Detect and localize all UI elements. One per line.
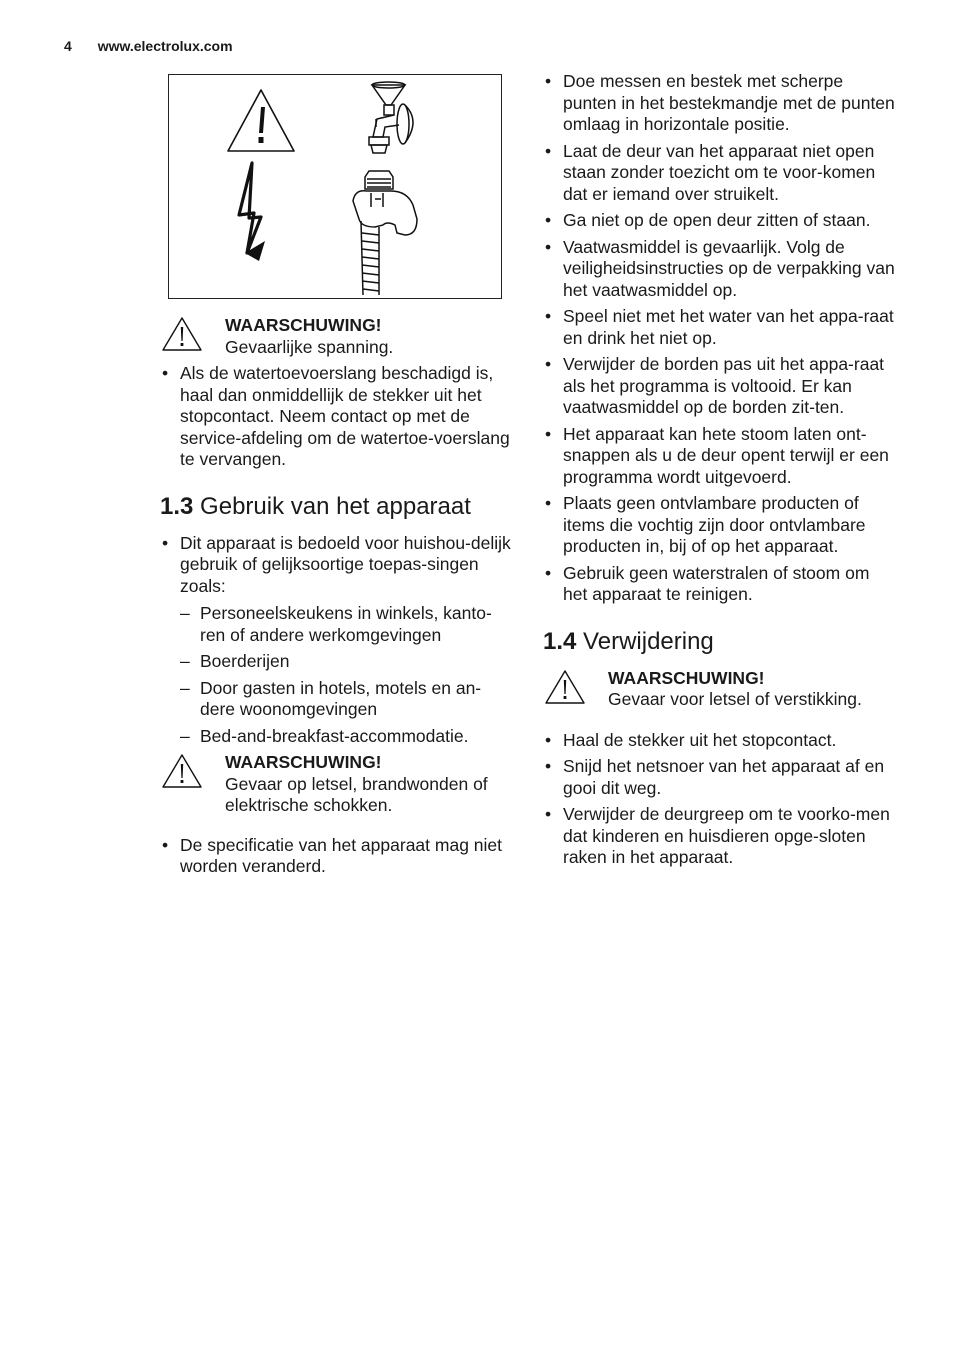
warning-icon (160, 752, 204, 790)
warning-voltage (160, 315, 512, 359)
list-item: • Als de watertoevoerslang beschadigd is, haal dan onmiddellijk de stekker uit het stopcontact. Neem contact op met de service-afdeling om de watertoe-voerslang te vervangen. (160, 363, 512, 471)
section-heading-1-4 (543, 628, 895, 656)
sublist-item: – Boerderijen (180, 651, 512, 673)
list-item: • Vaatwasmiddel is gevaarlijk. Volg de veiligheidsinstructies op de verpakking van het vaatwasmiddel op. (543, 237, 895, 302)
warning-icon (160, 315, 204, 353)
safety-list (543, 71, 895, 606)
hose-voltage-illustration (168, 74, 502, 299)
usage-list (160, 533, 512, 748)
lightning-bolt-icon (239, 163, 265, 261)
page-header (64, 38, 233, 54)
warning-icon (543, 668, 587, 706)
sublist-item: – Door gasten in hotels, motels en an-dere woonomgevingen (180, 678, 512, 721)
warning-triangle-icon (228, 90, 294, 151)
left-column (160, 74, 512, 883)
website-link[interactable]: www.electrolux.com (97, 38, 233, 54)
warning-title: WAARSCHUWING! (608, 667, 765, 688)
right-column (543, 71, 895, 874)
disposal-list (543, 730, 895, 869)
list-item: • Verwijder de deurgreep om te voorko-men dat kinderen en huisdieren opge-sloten raken in het apparaat. (543, 804, 895, 869)
hose-connector-icon (353, 171, 417, 295)
warning-text: Gevaar op letsel, brandwonden of elektrische schokken. (225, 773, 488, 815)
section-number: 1.3 (160, 492, 194, 520)
section-title: Verwijdering (583, 627, 714, 655)
list-item: • Het apparaat kan hete stoom laten ont-snappen als u de deur opent terwijl er een programma wordt uitgevoerd. (543, 424, 895, 489)
warning-text: Gevaarlijke spanning. (225, 336, 394, 357)
list-item: • Gebruik geen waterstralen of stoom om het apparaat te reinigen. (543, 563, 895, 606)
water-tap-icon (369, 82, 413, 153)
warning-injury (160, 752, 512, 817)
list-item (160, 533, 512, 748)
usage-sublist (180, 603, 512, 747)
warning-text: Gevaar voor letsel of verstikking. (608, 689, 862, 709)
list-item: • Verwijder de borden pas uit het appa-raat als het programma is voltooid. Er kan vaatwasmiddel op de borden zit-ten. (543, 354, 895, 419)
list-item: • Ga niet op de open deur zitten of staan. (543, 210, 895, 232)
sublist-item: – Bed-and-breakfast-accommodatie. (180, 726, 512, 748)
section-number: 1.4 (543, 627, 577, 655)
section-title: Gebruik van het apparaat (200, 492, 471, 520)
usage-intro: Dit apparaat is bedoeld voor huishou-delijk gebruik of gelijksoortige toepas-singen zoals: (180, 532, 511, 596)
list-item: • Laat de deur van het apparaat niet open staan zonder toezicht om te voor-komen dat er iemand over struikelt. (543, 141, 895, 206)
list-item: • Haal de stekker uit het stopcontact. (543, 730, 895, 752)
sublist-item: – Personeelskeukens in winkels, kanto-ren of andere werkomgevingen (180, 603, 512, 646)
warning-title: WAARSCHUWING! (225, 315, 382, 335)
hose-damage-list (160, 363, 512, 471)
warning-suffocation (543, 668, 895, 712)
list-item: • Snijd het netsnoer van het apparaat af en gooi dit weg. (543, 756, 895, 799)
section-heading-1-3 (160, 493, 512, 521)
illustration-drawing (169, 75, 503, 300)
specification-list (160, 835, 512, 878)
page-number: 4 (64, 38, 72, 54)
list-item: • Speel niet met het water van het appa-raat en drink het niet op. (543, 306, 895, 349)
list-item: • Doe messen en bestek met scherpe punten in het bestekmandje met de punten omlaag in horizontale positie. (543, 71, 895, 136)
list-item: • De specificatie van het apparaat mag niet worden veranderd. (160, 835, 512, 878)
warning-title: WAARSCHUWING! (225, 752, 382, 772)
list-item: • Plaats geen ontvlambare producten of items die vochtig zijn door ontvlambare producten in, bij of op het apparaat. (543, 493, 895, 558)
